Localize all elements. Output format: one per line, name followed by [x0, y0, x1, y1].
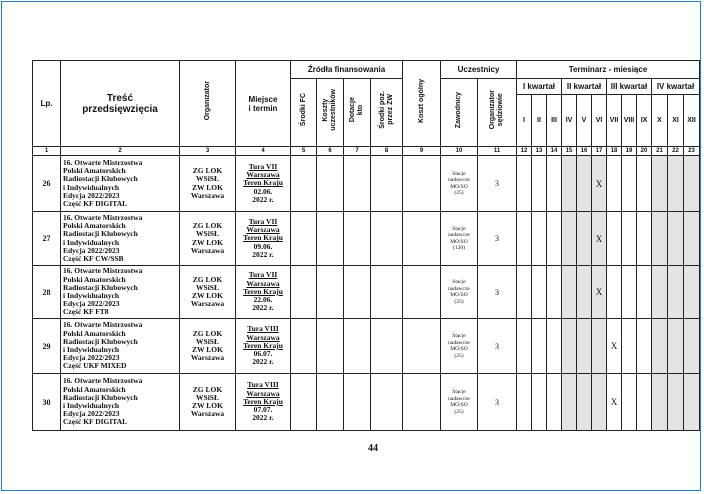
header-quarter-3: III kwartał [607, 79, 652, 95]
row-month-7: X [607, 374, 622, 431]
column-number-8: 8 [371, 147, 403, 156]
row-date: 02.06. 2022 r. [252, 186, 274, 204]
row-koszty [317, 319, 344, 374]
row-month-6 [592, 374, 607, 431]
row-title: 16. Otwarte Mistrzostwa Polski Amatorskich Radiostacji Klubowych i Indywidualnych Edycja 2022/2023 Część KF FT8 [61, 266, 180, 319]
row-lp: 26 [33, 156, 61, 212]
row-month-6: X [592, 156, 607, 212]
row-koszt-ogolny [403, 156, 441, 212]
row-month-9 [637, 212, 652, 266]
row-koszty [317, 266, 344, 319]
row-month-12 [684, 156, 700, 212]
row-month-2 [532, 212, 547, 266]
header-organizator-cell [180, 61, 236, 147]
table-row [33, 266, 700, 319]
row-participants: Stacje nadawcze MO/SO (25) [441, 156, 478, 212]
header-lp: Lp. [33, 61, 61, 147]
header-month-1: I [517, 95, 532, 147]
row-participants: Stacje nadawcze MO/SO (120) [441, 212, 478, 266]
row-place-date [236, 156, 291, 212]
header-dotacje-cell [344, 79, 371, 147]
row-org-count: 3 [478, 374, 517, 431]
column-number-16: 16 [577, 147, 592, 156]
column-number-1: 1 [33, 147, 61, 156]
row-koszt-ogolny [403, 266, 441, 319]
row-month-11 [668, 266, 684, 319]
header-koszt-ogolny-cell [403, 61, 441, 147]
row-month-4 [562, 212, 577, 266]
row-place: Tura VIII Warszawa Teren Kraju [243, 380, 283, 406]
header-dotacje: Dotacje kto [349, 97, 364, 123]
row-date: 07.07. 2022 r. [252, 405, 274, 423]
row-place: Tura VII Warszawa Teren Kraju [243, 216, 283, 243]
column-number-21: 21 [652, 147, 668, 156]
row-place-date [236, 319, 291, 374]
row-month-10 [652, 212, 668, 266]
row-month-4 [562, 319, 577, 374]
row-organizer: ZG LOK WSiSŁ ZW LOK Warszawa [180, 319, 236, 374]
row-lp: 30 [33, 374, 61, 431]
row-dotacje [344, 319, 371, 374]
row-title: 16. Otwarte Mistrzostwa Polski Amatorskich Radiostacji Klubowych i Indywidualnych Edycja 2022/2023 Część KF DIGITAL [61, 374, 180, 431]
row-month-4 [562, 156, 577, 212]
header-org-sedziowie-cell [478, 79, 517, 147]
row-month-1 [517, 156, 532, 212]
row-srodki-fc [291, 266, 317, 319]
row-month-9 [637, 156, 652, 212]
table-row [33, 156, 700, 212]
row-month-10 [652, 266, 668, 319]
row-srodki-fc [291, 212, 317, 266]
column-number-20: 20 [637, 147, 652, 156]
header-month-3: III [547, 95, 562, 147]
row-month-1 [517, 374, 532, 431]
row-month-2 [532, 319, 547, 374]
row-month-9 [637, 319, 652, 374]
row-month-7 [607, 212, 622, 266]
row-month-2 [532, 374, 547, 431]
row-month-4 [562, 266, 577, 319]
row-month-12 [684, 212, 700, 266]
row-month-3 [547, 319, 562, 374]
row-month-5 [577, 156, 592, 212]
row-place: Tura VII Warszawa Teren Kraju [243, 270, 283, 296]
row-month-8 [622, 374, 637, 431]
row-organizer: ZG LOK WSiSŁ ZW LOK Warszawa [180, 212, 236, 266]
row-month-11 [668, 319, 684, 374]
header-miejsce: Miejsce i termin [236, 61, 291, 147]
header-organizator: Organizator [203, 81, 211, 121]
row-dotacje [344, 266, 371, 319]
row-srodki-fc [291, 319, 317, 374]
header-tresc: Treść przedsięwzięcia [61, 61, 180, 147]
row-koszt-ogolny [403, 319, 441, 374]
header-srodki-poz: Środki poz. przez ZW [378, 91, 394, 129]
row-dotacje [344, 374, 371, 431]
column-number-7: 7 [344, 147, 371, 156]
row-month-5 [577, 319, 592, 374]
row-organizer: ZG LOK WSiSŁ ZW LOK Warszawa [180, 266, 236, 319]
header-srodki-fc: Środki FC [299, 93, 307, 127]
column-number-6: 6 [317, 147, 344, 156]
row-month-9 [637, 374, 652, 431]
row-month-11 [668, 212, 684, 266]
row-org-count: 3 [478, 319, 517, 374]
column-number-19: 19 [622, 147, 637, 156]
row-month-2 [532, 156, 547, 212]
row-lp: 27 [33, 212, 61, 266]
row-place-date [236, 374, 291, 431]
header-month-4: IV [562, 95, 577, 147]
header-month-9: IX [637, 95, 652, 147]
row-organizer: ZG LOK WSiSŁ ZW LOK Warszawa [180, 156, 236, 212]
row-srodki-poz [371, 319, 403, 374]
row-title: 16. Otwarte Mistrzostwa Polski Amatorskich Radiostacji Klubowych i Indywidualnych Edycja 2022/2023 Część KF CW/SSB [61, 212, 180, 266]
row-dotacje [344, 156, 371, 212]
row-lp: 29 [33, 319, 61, 374]
row-koszty [317, 212, 344, 266]
row-month-3 [547, 374, 562, 431]
row-month-10 [652, 319, 668, 374]
header-zrodla: Źródła finansowania [291, 61, 403, 79]
header-quarter-1: I kwartał [517, 79, 562, 95]
row-month-8 [622, 212, 637, 266]
row-date: 22.06. 2022 r. [252, 295, 274, 313]
header-month-7: VII [607, 95, 622, 147]
column-number-13: 13 [532, 147, 547, 156]
row-month-5 [577, 374, 592, 431]
row-month-5 [577, 266, 592, 319]
row-month-8 [622, 319, 637, 374]
row-month-11 [668, 374, 684, 431]
row-srodki-poz [371, 266, 403, 319]
row-srodki-poz [371, 212, 403, 266]
row-month-6: X [592, 212, 607, 266]
row-month-12 [684, 319, 700, 374]
row-title: 16. Otwarte Mistrzostwa Polski Amatorskich Radiostacji Klubowych i Indywidualnych Edycja 2022/2023 Część UKF MIXED [61, 319, 180, 374]
row-srodki-fc [291, 374, 317, 431]
row-organizer: ZG LOK WSiSŁ ZW LOK Warszawa [180, 374, 236, 431]
column-number-row [33, 147, 700, 156]
row-month-8 [622, 156, 637, 212]
column-number-2: 2 [61, 147, 180, 156]
header-org-sedziowie: Organizator sędziowie [489, 90, 504, 130]
header-month-10: X [652, 95, 668, 147]
row-lp: 28 [33, 266, 61, 319]
row-month-7: X [607, 319, 622, 374]
row-date: 09.06. 2022 r. [252, 241, 274, 259]
column-number-15: 15 [562, 147, 577, 156]
row-month-3 [547, 266, 562, 319]
row-month-2 [532, 266, 547, 319]
header-month-12: XII [684, 95, 700, 147]
header-koszt-ogolny: Koszt ogólny [417, 79, 425, 123]
header-quarter-4: IV kwartał [652, 79, 700, 95]
row-month-4 [562, 374, 577, 431]
row-place: Tura VIII Warszawa Teren Kraju [243, 324, 283, 350]
header-koszty: Koszty uczestników [322, 89, 337, 131]
row-koszt-ogolny [403, 212, 441, 266]
row-month-3 [547, 212, 562, 266]
column-number-5: 5 [291, 147, 317, 156]
column-number-9: 9 [403, 147, 441, 156]
page-number: 44 [368, 443, 378, 454]
row-month-8 [622, 266, 637, 319]
row-month-3 [547, 156, 562, 212]
column-number-18: 18 [607, 147, 622, 156]
row-month-1 [517, 212, 532, 266]
row-org-count: 3 [478, 266, 517, 319]
header-srodki-fc-cell [291, 79, 317, 147]
row-participants: Stacje nadawcze MO/SO (25) [441, 374, 478, 431]
row-koszty [317, 156, 344, 212]
header-month-11: XI [668, 95, 684, 147]
row-org-count: 3 [478, 156, 517, 212]
row-srodki-poz [371, 156, 403, 212]
column-number-10: 10 [441, 147, 478, 156]
row-month-7 [607, 266, 622, 319]
row-participants: Stacje nadawcze MO/SO (25) [441, 266, 478, 319]
column-number-4: 4 [236, 147, 291, 156]
row-month-12 [684, 266, 700, 319]
row-month-11 [668, 156, 684, 212]
row-month-10 [652, 374, 668, 431]
column-number-3: 3 [180, 147, 236, 156]
column-number-17: 17 [592, 147, 607, 156]
row-month-9 [637, 266, 652, 319]
row-place-date [236, 266, 291, 319]
table-row [33, 374, 700, 431]
header-zawodnicy: Zawodnicy [455, 91, 462, 129]
header-month-2: II [532, 95, 547, 147]
row-month-6 [592, 319, 607, 374]
column-number-22: 22 [668, 147, 684, 156]
table-row [33, 212, 700, 266]
row-date: 06.07. 2022 r. [252, 349, 274, 367]
header-srodki-poz-cell [371, 79, 403, 147]
row-participants: Stacje nadawcze MO/SO (25) [441, 319, 478, 374]
row-month-1 [517, 266, 532, 319]
schedule-table [32, 60, 700, 431]
column-number-12: 12 [517, 147, 532, 156]
row-koszt-ogolny [403, 374, 441, 431]
row-month-6: X [592, 266, 607, 319]
row-month-12 [684, 374, 700, 431]
header-month-5: V [577, 95, 592, 147]
row-place-date [236, 212, 291, 266]
row-place: Tura VII Warszawa Teren Kraju [243, 161, 283, 188]
header-terminarz: Terminarz - miesiące [517, 61, 700, 79]
row-koszty [317, 374, 344, 431]
row-org-count: 3 [478, 212, 517, 266]
header-quarter-2: II kwartał [562, 79, 607, 95]
row-dotacje [344, 212, 371, 266]
row-month-1 [517, 319, 532, 374]
row-month-5 [577, 212, 592, 266]
header-uczestnicy: Uczestnicy [441, 61, 517, 79]
column-number-14: 14 [547, 147, 562, 156]
column-number-23: 23 [684, 147, 700, 156]
row-srodki-poz [371, 374, 403, 431]
header-month-6: VI [592, 95, 607, 147]
column-number-11: 11 [478, 147, 517, 156]
row-month-7 [607, 156, 622, 212]
row-srodki-fc [291, 156, 317, 212]
row-title: 16. Otwarte Mistrzostwa Polski Amatorskich Radiostacji Klubowych i Indywidualnych Edycja 2022/2023 Część KF DIGITAL [61, 156, 180, 212]
table-row [33, 319, 700, 374]
row-month-10 [652, 156, 668, 212]
header-zawodnicy-cell [441, 79, 478, 147]
header-koszty-cell [317, 79, 344, 147]
header-month-8: VIII [622, 95, 637, 147]
